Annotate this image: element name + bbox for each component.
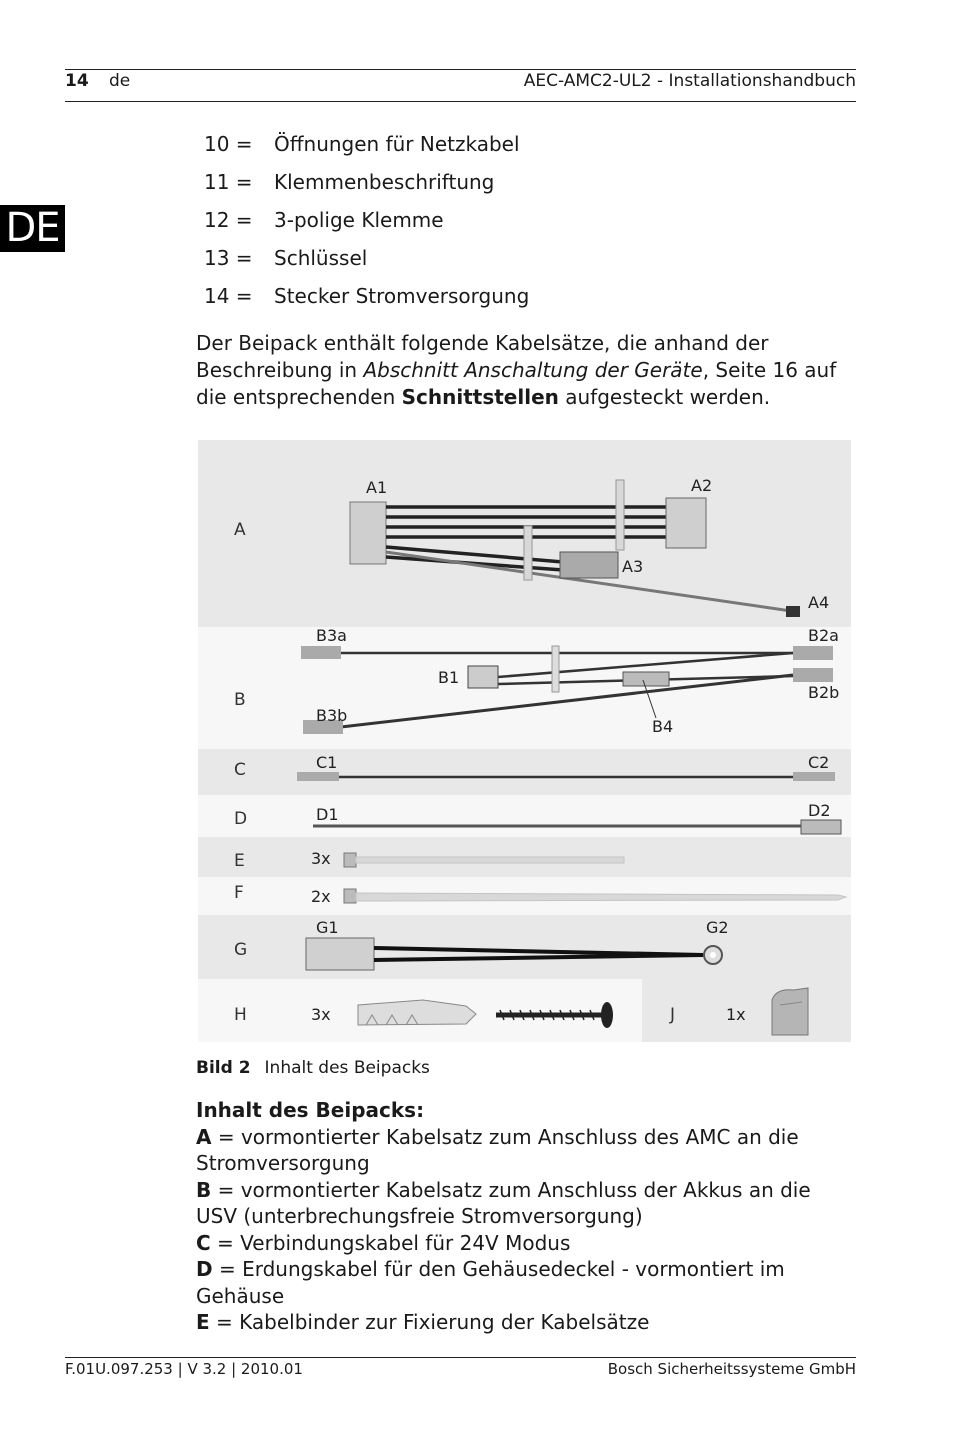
label-f-qty: 2x [311,887,331,906]
label-b4: B4 [652,717,674,736]
list-item-number: 12 = [204,208,253,232]
footer-document-id: F.01U.097.253 | V 3.2 | 2010.01 [65,1360,303,1378]
connector-a1 [350,502,386,564]
connector-b1 [468,666,498,688]
label-a1: A1 [366,478,388,497]
list-item-text: Stecker Stromversorgung [274,284,530,308]
band-c [198,749,851,795]
list-item-number: 14 = [204,284,253,308]
header-bottom-rule [65,101,856,102]
band-d [198,795,851,837]
list-item-text: Schlüssel [274,246,368,270]
label-a3: A3 [622,557,644,576]
label-b1: B1 [438,668,460,687]
label-j-qty: 1x [726,1005,746,1024]
list-item-text: Klemmenbeschriftung [274,170,495,194]
kit-item-text: = Verbindungskabel für 24V Modus [210,1230,571,1255]
label-c2: C2 [808,753,830,772]
intro-text-1: Der Beipack enthält folgende Kabelsätze, die anhand der Beschreibung in [196,331,769,382]
label-h-qty: 3x [311,1005,331,1024]
footer-rule [65,1357,856,1358]
kit-item-key: A [196,1124,212,1149]
list-item-text: Öffnungen für Netzkabel [274,132,520,156]
intro-bold-term: Schnittstellen [401,385,559,409]
document-title: AEC-AMC2-UL2 - Installationshandbuch [523,71,856,91]
label-g1: G1 [316,918,339,937]
kit-item-text: = vormontierter Kabelsatz zum Anschluss der Akkus an die USV (unterbrechungsfreie Stromversorgung) [196,1177,811,1228]
row-letter-h: H [234,1005,247,1025]
intro-text-3: aufgesteckt werden. [558,385,771,409]
language-side-tab: DE [0,205,65,252]
figure-caption-text: Inhalt des Beipacks [264,1058,430,1078]
footer-company: Bosch Sicherheitssysteme GmbH [607,1360,856,1378]
connector-a2 [666,498,706,548]
list-item-text: 3-polige Klemme [274,208,444,232]
header-top-rule [65,69,856,70]
label-e-qty: 3x [311,849,331,868]
kit-item-text: = vormontierter Kabelsatz zum Anschluss des AMC an die Stromversorgung [196,1124,799,1175]
band-b [198,627,851,749]
kit-contents-heading: Inhalt des Beipacks: [196,1098,425,1122]
accessory-kit-figure [198,440,851,1042]
page-number: 14 [65,71,89,91]
label-a2: A2 [691,476,713,495]
kit-item-text: = Kabelbinder zur Fixierung der Kabelsätze [209,1310,650,1334]
label-b3a: B3a [316,626,347,645]
kit-item-key: D [196,1257,213,1281]
page-language: de [109,71,131,91]
accessory-kit-illustration [198,440,851,1042]
intro-text-2: , Seite 16 auf die entsprechenden [196,358,837,409]
row-letter-d: D [234,809,248,829]
label-g2: G2 [706,918,729,937]
fuse-b4 [623,672,669,686]
list-item-number: 11 = [204,170,253,194]
kit-contents-item [196,1230,856,1257]
label-c1: C1 [316,753,338,772]
kit-contents [196,1097,856,1336]
label-a4: A4 [808,593,830,612]
kit-item-key: E [196,1310,210,1334]
label-b2a: B2a [808,626,839,645]
row-letter-g: G [234,940,248,960]
label-d1: D1 [316,805,339,824]
row-letter-e: E [234,851,245,871]
kit-contents-item [196,1124,856,1177]
row-letter-j: J [670,1005,676,1025]
list-item-number: 10 = [204,132,253,156]
kit-item-key: B [196,1177,212,1202]
intro-paragraph [196,330,856,411]
list-item-number: 13 = [204,246,253,270]
figure-caption-label: Bild 2 [196,1058,251,1078]
connector-g1 [306,938,374,970]
intro-section-reference[interactable]: Abschnitt Anschaltung der Geräte [363,358,703,382]
kit-item-text: = Erdungskabel für den Gehäusedeckel - vormontiert im Gehäuse [196,1257,785,1308]
row-letter-b: B [234,690,246,710]
connector-a3 [560,552,618,578]
row-letter-a: A [234,520,246,540]
row-letter-f: F [234,883,244,903]
clip-j [772,988,808,1035]
kit-contents-item [196,1177,856,1230]
label-b2b: B2b [808,683,840,702]
kit-contents-item [196,1256,856,1309]
band-g [198,915,851,979]
label-d2: D2 [808,801,831,820]
kit-contents-item [196,1309,856,1336]
kit-item-key: C [196,1230,211,1255]
row-letter-c: C [234,760,246,780]
label-b3b: B3b [316,706,348,725]
figure-caption [196,1058,430,1078]
